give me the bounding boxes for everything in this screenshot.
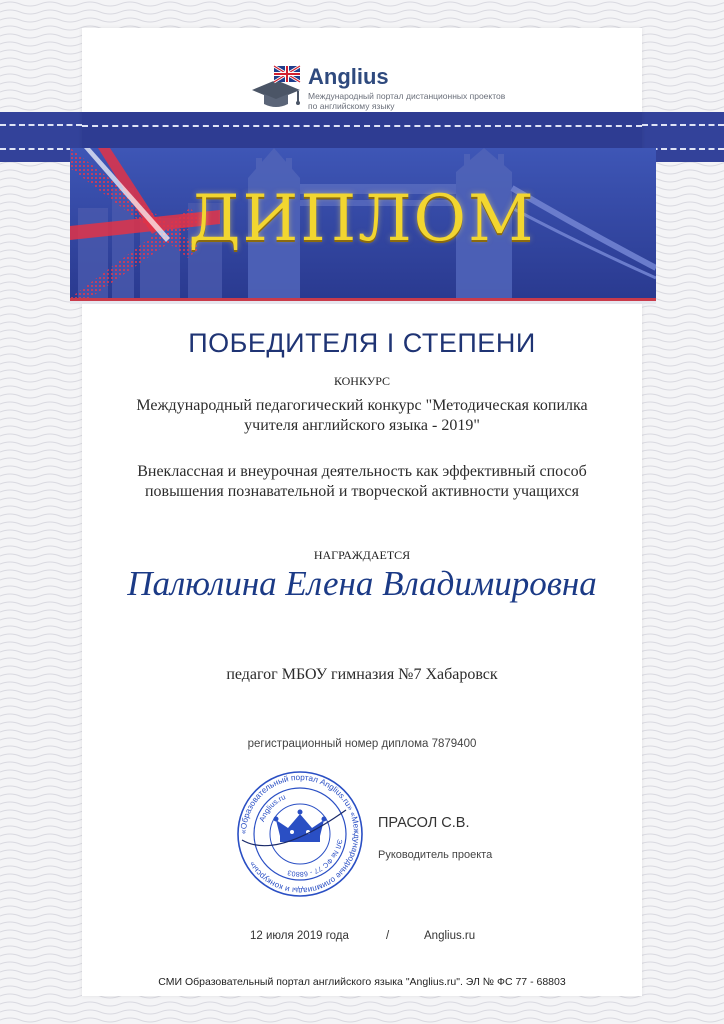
signer-name: ПРАСОЛ С.В. [378, 815, 470, 831]
stamp-inner-text: Anglius.ru [257, 792, 287, 823]
registration-number: регистрационный номер диплома 7879400 [247, 738, 477, 750]
svg-text:ЭЛ № ФС 77 - 68803 [287, 838, 343, 877]
certificate-subtitle: ПОБЕДИТЕЛЯ I СТЕПЕНИ [188, 328, 536, 358]
footer-separator: / [386, 930, 390, 942]
contest-label: КОНКУРС [333, 374, 391, 388]
logo-brand: Anglius [308, 64, 389, 89]
recipient-position: педагог МБОУ гимназия №7 Хабаровск [226, 666, 498, 683]
work-title: Внеклассная и внеурочная деятельность как эффективный способ повышения познавательной и творческой активности учащихся [137, 463, 587, 500]
recipient-name: Палюлина Елена Владимировна [127, 564, 597, 603]
stamp-outer-text: «Образовательный портал Anglius.ru» «Международные олимпиады и конкурсы» [238, 772, 362, 896]
banner-title: ДИПЛОМ [188, 182, 536, 256]
awarded-label: НАГРАЖДАЕТСЯ [313, 548, 411, 562]
site-link[interactable]: Anglius.ru [424, 930, 476, 942]
issue-date: 12 июля 2019 года [250, 930, 349, 942]
media-registration-note: СМИ Образовательный портал английского языка "Anglius.ru". ЭЛ № ФС 77 - 68803 [158, 976, 566, 988]
anglius-logo [248, 64, 508, 114]
signer-role: Руководитель проекта [378, 849, 493, 861]
stamp-reg-text: ЭЛ № ФС 77 - 68803 [286, 838, 343, 878]
contest-name: Международный педагогический конкурс "Методическая копилка учителя английского языка - 2019" [136, 397, 588, 434]
logo-tagline: Международный портал дистанционных проектов по английскому языку [308, 91, 506, 111]
ribbon-under-banner [82, 112, 642, 148]
official-stamp [236, 770, 364, 898]
graduation-cap-flag-icon [248, 64, 306, 112]
